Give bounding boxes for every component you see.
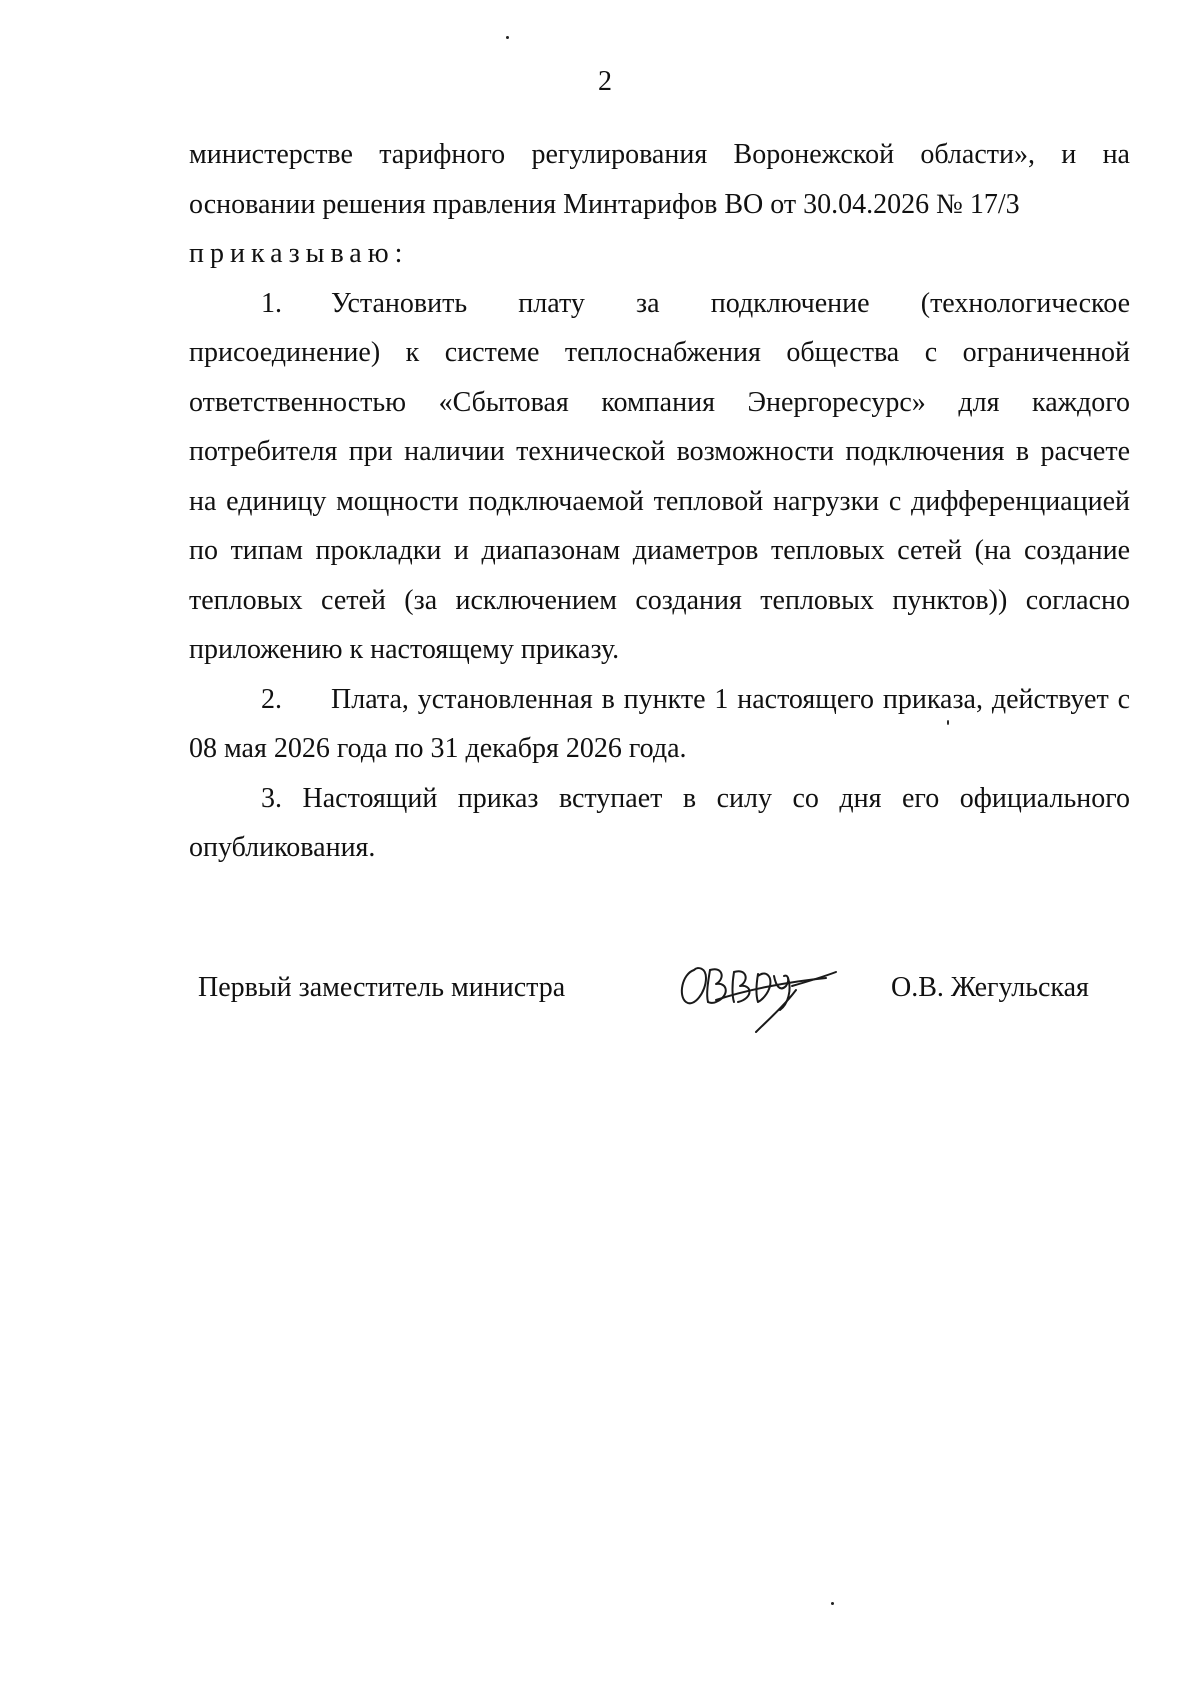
text-line: потребителя при наличии технической возможности подключения в расчете bbox=[189, 436, 1130, 467]
text-line: присоединение) к системе теплоснабжения общества с ограниченной bbox=[189, 337, 1130, 368]
text-line: опубликования. bbox=[189, 832, 376, 863]
text-line: на единицу мощности подключаемой тепловой нагрузки с дифференциацией bbox=[189, 485, 1130, 517]
scan-speck bbox=[506, 36, 509, 39]
text-line: 3. Настоящий приказ вступает в силу со дня его официального bbox=[261, 782, 1130, 814]
document-body bbox=[189, 130, 1130, 873]
item-number: 2. bbox=[261, 683, 282, 715]
signature-block bbox=[0, 960, 1200, 1080]
handwritten-signature bbox=[676, 956, 846, 1036]
order-word: приказываю: bbox=[189, 238, 409, 269]
text-line: ответственностью «Сбытовая компания Энергоресурс» для каждого bbox=[189, 386, 1130, 418]
signatory-position: Первый заместитель министра bbox=[198, 972, 566, 1003]
text-line: Плата, установленная в пункте 1 настоящего приказа, действует с bbox=[331, 683, 1130, 715]
text-line: 08 мая 2026 года по 31 декабря 2026 года. bbox=[189, 733, 687, 764]
text-line: министерстве тарифного регулирования Воронежской области», и на bbox=[189, 139, 1130, 170]
text-line: тепловых сетей (за исключением создания тепловых пунктов)) согласно bbox=[189, 584, 1130, 616]
paragraph-2-first-line bbox=[189, 675, 1130, 725]
scan-speck bbox=[831, 1602, 834, 1605]
page-number: 2 bbox=[598, 66, 612, 97]
text-line: по типам прокладки и диапазонам диаметров тепловых сетей (на создание bbox=[189, 535, 1130, 566]
text-line: Установить плату за подключение (технологическое bbox=[331, 287, 1130, 319]
item-number: 1. bbox=[261, 287, 282, 319]
text-line: приложению к настоящему приказу. bbox=[189, 634, 620, 665]
paragraph-1-first-line bbox=[189, 279, 1130, 329]
signatory-name: О.В. Жегульская bbox=[891, 972, 1089, 1003]
text-line: основании решения правления Минтарифов ВО от 30.04.2026 № 17/3 bbox=[189, 188, 1020, 220]
